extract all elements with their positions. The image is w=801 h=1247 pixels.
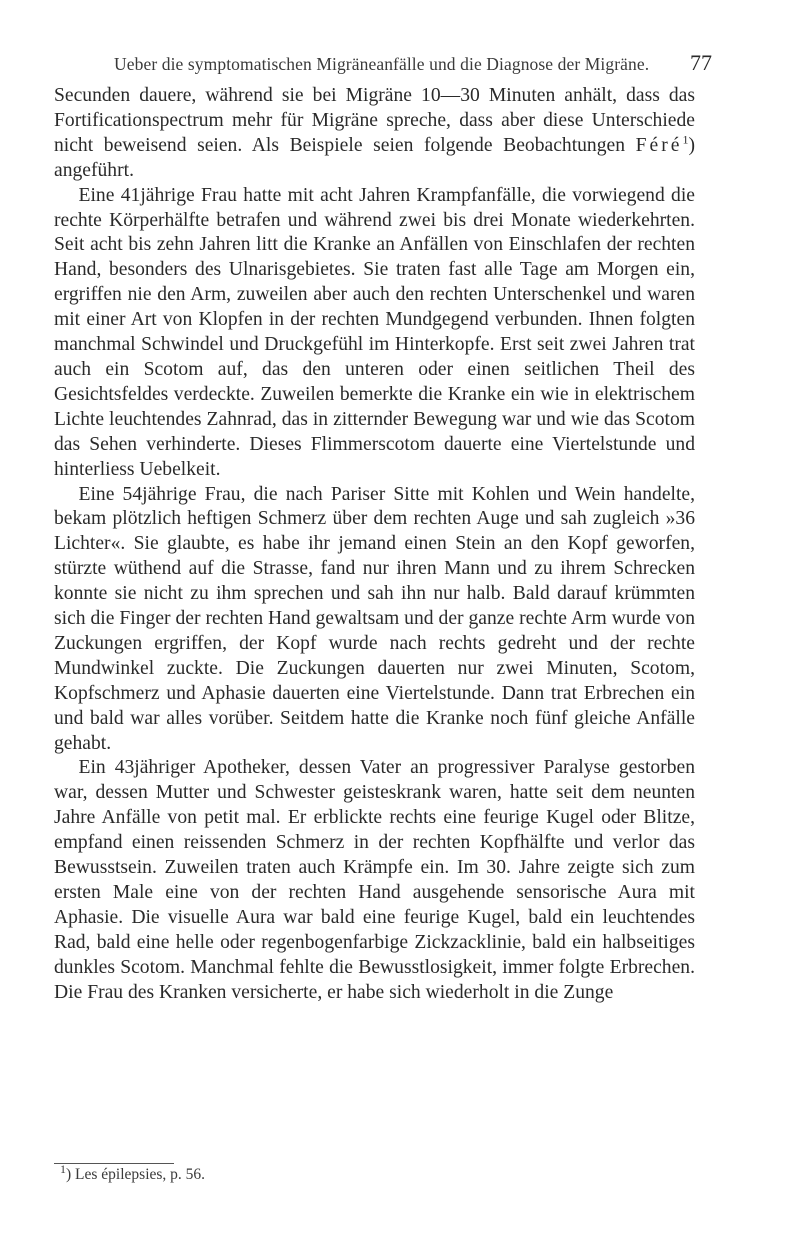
- body-text: [54, 84, 695, 1006]
- footnote-mark: 1: [60, 1161, 66, 1176]
- footnote-divider: [54, 1163, 174, 1164]
- paragraph-1-tail: ) angeführt.: [54, 134, 695, 181]
- paragraph-1-text: Secunden dauere, während sie bei Migräne 10—30 Minuten anhält, dass das Fortificationspectrum mehr für Migräne spreche, dass aber diese Unterschiede nicht beweisend seien. Als Beispiele seien folgende Beobachtungen: [54, 85, 695, 156]
- paragraph-2: Eine 41jährige Frau hatte mit acht Jahren Krampfanfälle, die vorwiegend die rechte Körperhälfte betrafen und während zwei bis drei Monate wiederkehrten. Seit acht bis zehn Jahren litt die Kranke an Anfällen von Einschlafen der rechten Hand, besonders des Ulnarisgebietes. Sie traten fast alle Tage am Morgen ein, ergriffen nie den Arm, zuweilen aber auch den rechten Unterschenkel und waren mit einer Art von Klopfen in der rechten Mundgegend verbunden. Ihnen folgten manchmal Schwindel und Druckgefühl im Hinterkopfe. Erst seit zwei Jahren trat auch ein Scotom auf, das den unteren oder einen seitlichen Theil des Gesichtsfeldes verdeckte. Zuweilen bemerkte die Kranke ein wie in elektrischem Lichte leuchtendes Zahnrad, das in zitternder Bewegung war und wie das Scotom das Sehen verhinderte. Dieses Flimmerscotom dauerte eine Viertelstunde und hinterliess Uebelkeit.: [54, 184, 695, 480]
- page-number: 77: [690, 50, 712, 75]
- paragraph-4: Ein 43jähriger Apotheker, dessen Vater an progressiver Paralyse gestorben war, dessen Mutter und Schwester geisteskrank waren, hatte seit dem neunten Jahre Anfälle von petit mal. Er erblickte rechts eine feurige Kugel oder Blitze, empfand einen reissenden Schmerz in der rechten Kopfhälfte und verlor das Bewusstsein. Zuweilen traten auch Krämpfe ein. Im 30. Jahre zeigte sich zum ersten Male eine von der rechten Hand ausgehende sensorische Aura mit Aphasie. Die visuelle Aura war bald eine feurige Kugel, bald ein leuchtendes Rad, bald eine helle oder regenbogenfarbige Zickzacklinie, bald ein halbseitiges dunkles Scotom. Manchmal fehlte die Bewusstlosigkeit, immer folgte Erbrechen. Die Frau des Kranken versicherte, er habe sich wiederholt in die Zunge: [54, 757, 695, 1003]
- footnote-text: ) Les épilepsies, p. 56.: [66, 1166, 206, 1183]
- author-name-fere: Féré: [635, 134, 683, 156]
- footnote: [60, 1161, 206, 1184]
- paragraph-1: [54, 84, 695, 184]
- footnote-reference[interactable]: 1: [682, 132, 689, 147]
- running-head: Ueber die symptomatischen Migräneanfälle und die Diagnose der Migräne.: [114, 54, 650, 74]
- paragraph-3: Eine 54jährige Frau, die nach Pariser Sitte mit Kohlen und Wein handelte, bekam plötzlich heftigen Schmerz über dem rechten Auge und sah zugleich »36 Lichter«. Sie glaubte, es habe ihr jemand einen Stein an den Kopf geworfen, stürzte wüthend auf die Strasse, fand nur ihren Mann und zu ihrem Schrecken konnte sie nicht zu ihm sprechen und sah ihn nur halb. Bald darauf krümmten sich die Finger der rechten Hand gewaltsam und der ganze rechte Arm wurde von Zuckungen ergriffen, der Kopf wurde nach rechts gedreht und der rechte Mundwinkel zuckte. Die Zuckungen dauerten nur zwei Minuten, Scotom, Kopfschmerz und Aphasie dauerten eine Viertelstunde. Dann trat Erbrechen ein und bald war alles vorüber. Seitdem hatte die Kranke noch fünf gleiche Anfälle gehabt.: [54, 483, 695, 754]
